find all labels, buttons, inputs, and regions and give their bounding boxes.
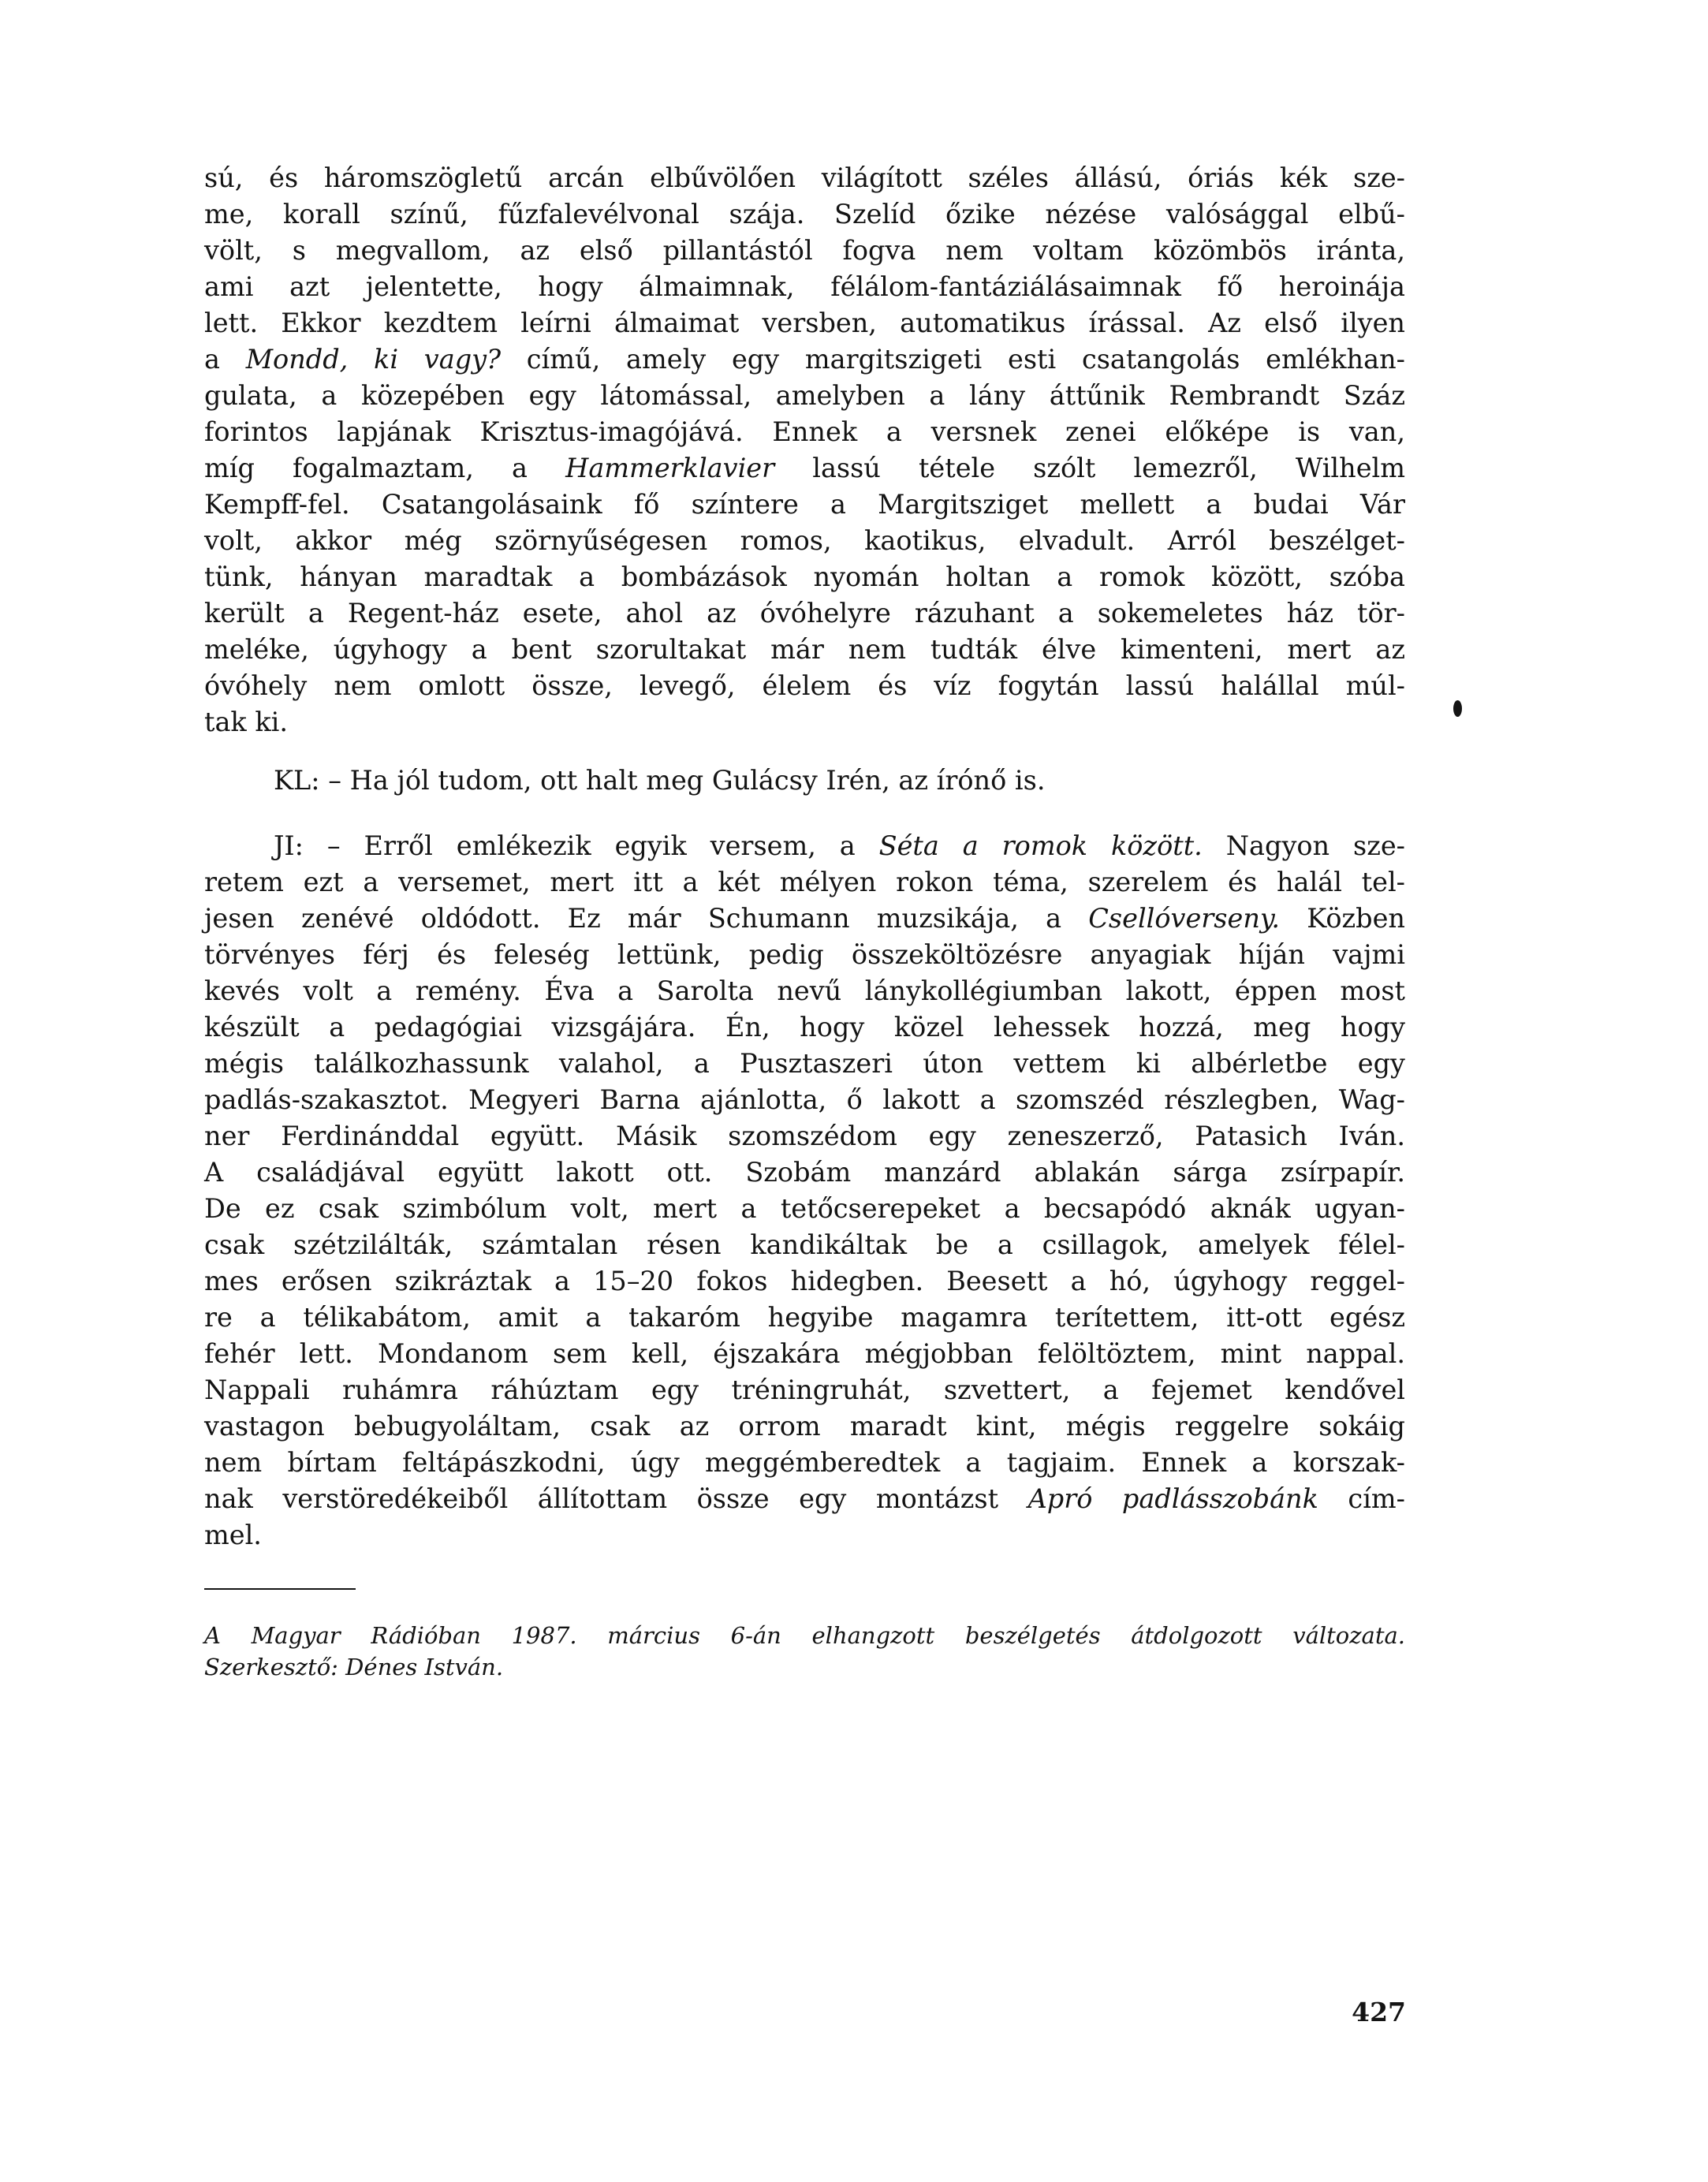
text-line: gulata, a közepében egy látomással, amelyben a lány áttűnik Rembrandt Száz bbox=[204, 380, 1405, 411]
footnote-line: A Magyar Rádióban 1987. március 6-án elhangzott beszélgetés átdolgozott változata. bbox=[204, 1622, 1405, 1649]
text-line bbox=[204, 1481, 1405, 1517]
text-line: kevés volt a remény. Éva a Sarolta nevű lánykollégiumban lakott, éppen most bbox=[204, 975, 1405, 1006]
poem-title: Séta a romok között. bbox=[878, 830, 1203, 861]
music-title: Hammerklavier bbox=[565, 453, 775, 483]
text-line: nem bírtam feltápászkodni, úgy meggémberedtek a tagjaim. Ennek a korszak- bbox=[204, 1447, 1405, 1478]
text-line: lett. Ekkor kezdtem leírni álmaimat versben, automatikus írással. Az első ilyen bbox=[204, 308, 1405, 338]
speaker-line-ji bbox=[274, 828, 1405, 864]
text-line: re a télikabátom, amit a takaróm hegyibe magamra terítettem, itt-ott egész bbox=[204, 1302, 1405, 1333]
text-line: retem ezt a versemet, mert itt a két mélyen rokon téma, szerelem és halál tel- bbox=[204, 867, 1405, 897]
text-line: csak szétzilálták, számtalan résen kandikáltak be a csillagok, amelyek félel- bbox=[204, 1229, 1405, 1260]
text-line: A családjával együtt lakott ott. Szobám manzárd ablakán sárga zsírpapír. bbox=[204, 1157, 1405, 1188]
speaker-line-kl: KL: – Ha jól tudom, ott halt meg Gulácsy Irén, az írónő is. bbox=[274, 765, 1046, 796]
text-line: óvóhely nem omlott össze, levegő, élelem és víz fogytán lassú halállal múl- bbox=[204, 670, 1405, 701]
text-line: ami azt jelentette, hogy álmaimnak, félálom-fantáziálásaimnak fő heroinája bbox=[204, 271, 1405, 302]
text-line: völt, s megvallom, az első pillantástól fogva nem voltam közömbös iránta, bbox=[204, 235, 1405, 266]
text-line: De ez csak szimbólum volt, mert a tetőcserepeket a becsapódó aknák ugyan- bbox=[204, 1193, 1405, 1224]
text-segment: című, amely egy margitszigeti esti csatangolás emlékhan- bbox=[501, 344, 1405, 375]
text-segment: a bbox=[204, 344, 246, 375]
text-line: Kempff-fel. Csatangolásaink fő színtere a Margitsziget mellett a budai Vár bbox=[204, 489, 1405, 520]
text-line bbox=[204, 341, 1405, 378]
poem-title: Mondd, ki vagy? bbox=[245, 344, 502, 375]
text-line: mes erősen szikráztak a 15–20 fokos hidegben. Beesett a hó, úgyhogy reggel- bbox=[204, 1266, 1405, 1296]
text-line: fehér lett. Mondanom sem kell, éjszakára mégjobban felöltöztem, mint nappal. bbox=[204, 1338, 1405, 1369]
page-number: 427 bbox=[1352, 1997, 1406, 2027]
footnote-rule bbox=[204, 1588, 356, 1590]
text-segment: Közben bbox=[1280, 903, 1405, 934]
text-line: vastagon bebugyoláltam, csak az orrom maradt kint, mégis reggelre sokáig bbox=[204, 1411, 1405, 1442]
text-line: padlás-szakasztot. Megyeri Barna ajánlotta, ő lakott a szomszéd részlegben, Wag- bbox=[204, 1084, 1405, 1115]
text-line: mégis találkozhassunk valahol, a Pusztaszeri úton vettem ki albérletbe egy bbox=[204, 1048, 1405, 1079]
footnote-line: Szerkesztő: Dénes István. bbox=[204, 1654, 504, 1680]
text-line: törvényes férj és feleség lettünk, pedig összeköltözésre anyagiak híján vajmi bbox=[204, 939, 1405, 970]
text-segment: JI: – Erről emlékezik egyik versem, a bbox=[274, 830, 879, 861]
text-line: volt, akkor még szörnyűségesen romos, kaotikus, elvadult. Arról beszélget- bbox=[204, 525, 1405, 556]
text-segment: Nagyon sze- bbox=[1202, 830, 1405, 861]
text-line: sú, és háromszögletű arcán elbűvölően világított széles állású, óriás kék sze- bbox=[204, 162, 1405, 193]
text-line: forintos lapjának Krisztus-imagójává. Ennek a versnek zenei előképe is van, bbox=[204, 416, 1405, 447]
text-segment: jesen zenévé oldódott. Ez már Schumann muzsikája, a bbox=[204, 903, 1089, 934]
montage-title: Apró padlásszobánk bbox=[1027, 1483, 1318, 1514]
text-line: Nappali ruhámra ráhúztam egy tréningruhát, szvettert, a fejemet kendővel bbox=[204, 1374, 1405, 1405]
text-segment: nak verstöredékeiből állítottam össze egy montázst bbox=[204, 1483, 1028, 1514]
text-line: mel. bbox=[204, 1520, 262, 1550]
text-line: készült a pedagógiai vizsgájára. Én, hogy közel lehessek hozzá, meg hogy bbox=[204, 1012, 1405, 1043]
music-title: Csellóverseny. bbox=[1088, 903, 1281, 934]
scan-artifact bbox=[1453, 700, 1462, 717]
text-line: ner Ferdinánddal együtt. Másik szomszédom egy zeneszerző, Patasich Iván. bbox=[204, 1121, 1405, 1151]
text-line: me, korall színű, fűzfalevélvonal szája. Szelíd őzike nézése valósággal elbű- bbox=[204, 199, 1405, 229]
text-line: meléke, úgyhogy a bent szorultakat már nem tudták élve kimenteni, mert az bbox=[204, 634, 1405, 665]
text-segment: míg fogalmaztam, a bbox=[204, 453, 566, 483]
text-line: tak ki. bbox=[204, 707, 289, 737]
text-segment: lassú tétele szólt lemezről, Wilhelm bbox=[774, 453, 1406, 483]
text-line bbox=[204, 901, 1405, 937]
text-segment: cím- bbox=[1318, 1483, 1405, 1514]
text-line: került a Regent-ház esete, ahol az óvóhelyre rázuhant a sokemeletes ház tör- bbox=[204, 598, 1405, 628]
text-line: tünk, hányan maradtak a bombázások nyomán holtan a romok között, szóba bbox=[204, 561, 1405, 592]
text-line bbox=[204, 450, 1405, 487]
